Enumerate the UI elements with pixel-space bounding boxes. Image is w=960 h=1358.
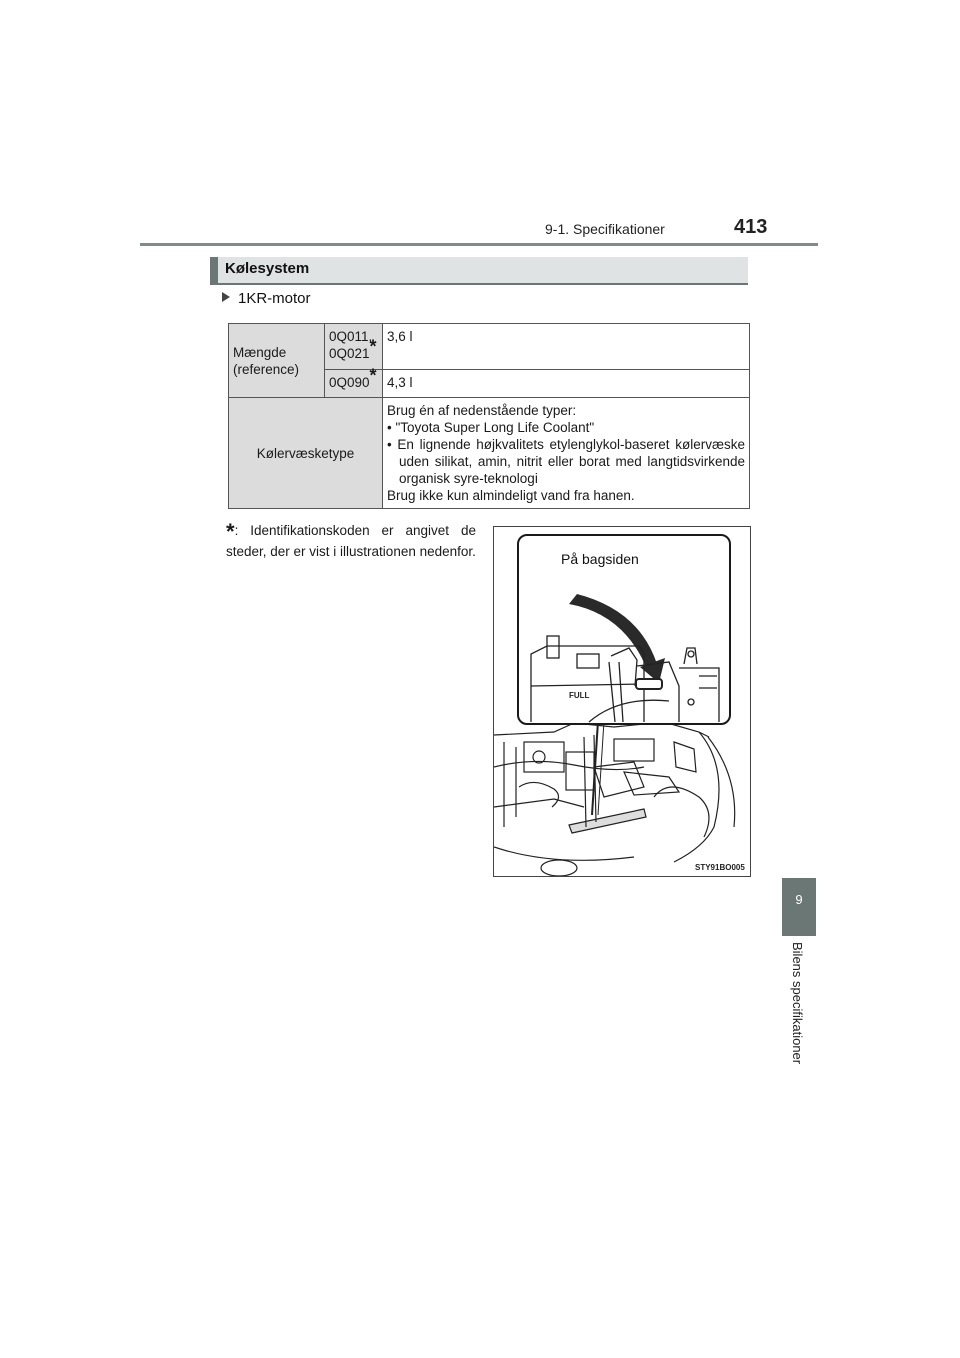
coolant-spec-table xyxy=(228,323,750,509)
chapter-title-vertical xyxy=(782,942,816,1092)
footnote xyxy=(226,521,476,562)
chapter-title: Bilens specifikationer xyxy=(790,942,805,1065)
desc-intro: Brug én af nedenstående typer: xyxy=(387,403,577,418)
triangle-bullet-icon xyxy=(222,292,230,302)
coolant-type-desc-cell xyxy=(383,398,750,509)
page-number: 413 xyxy=(734,216,768,238)
asterisk-1: * xyxy=(369,336,377,357)
subheading-text: 1KR-motor xyxy=(238,290,311,307)
code-cell-1 xyxy=(325,324,383,370)
code-2: 0Q090 xyxy=(329,375,370,390)
code-1: 0Q011, 0Q021 xyxy=(329,329,373,361)
footnote-text: : Identifikationskoden er angivet de steder, der er vist i illustrationen nedenfor. xyxy=(226,523,476,559)
tank-full-mark: FULL xyxy=(569,691,590,700)
value-cell-2 xyxy=(383,370,750,398)
footnote-marker: * xyxy=(226,519,235,544)
callout-label: På bagsiden xyxy=(561,551,639,567)
header-section-title: 9-1. Specifikationer xyxy=(545,221,665,237)
chapter-tab[interactable] xyxy=(782,878,816,936)
chapter-number: 9 xyxy=(795,892,803,907)
asterisk-2: * xyxy=(369,365,377,386)
coolant-type-label-cell xyxy=(229,398,383,509)
desc-outro: Brug ikke kun almindeligt vand fra hanen. xyxy=(387,488,635,503)
value-cell-1 xyxy=(383,324,750,370)
section-heading-bar xyxy=(210,257,218,283)
figure-code: STY91BO005 xyxy=(695,863,745,872)
quantity-label: Mængde (reference) xyxy=(233,344,300,377)
coolant-type-label: Kølervæsketype xyxy=(256,445,355,461)
desc-bullet-1: • "Toyota Super Long Life Coolant" xyxy=(387,420,595,435)
quantity-label-cell xyxy=(229,324,325,398)
section-title: Kølesystem xyxy=(225,260,310,277)
value-2: 4,3 l xyxy=(387,375,413,390)
value-1: 3,6 l xyxy=(387,329,413,344)
code-cell-2 xyxy=(325,365,383,398)
header-rule xyxy=(140,243,818,246)
section-heading xyxy=(210,257,748,285)
desc-bullet-2: • En lignende højkvalitets etylenglykol-baseret kølervæske uden silikat, amin, nitrit eller borat med langtidsvirkende organisk syre-teknologi xyxy=(387,437,745,486)
subheading xyxy=(222,290,311,307)
